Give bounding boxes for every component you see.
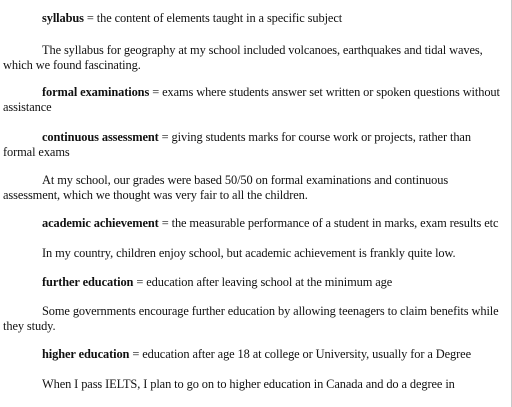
example-line: they study.	[3, 319, 56, 333]
definition-line	[0, 346, 505, 362]
glossary-term: syllabus	[42, 11, 84, 25]
glossary-definition: = the measurable performance of a student in marks, exam results etc	[158, 216, 499, 230]
example-line: When I pass IELTS, I plan to go on to higher education in Canada and do a degree in	[42, 377, 455, 391]
glossary-term: formal examinations	[42, 85, 150, 99]
glossary-term: higher education	[42, 347, 130, 361]
definition-line	[0, 129, 505, 145]
glossary-definition: = education after age 18 at college or University, usually for a Degree	[129, 347, 471, 361]
definition-line	[0, 84, 505, 100]
definition-line	[0, 215, 505, 231]
definition-line	[0, 274, 505, 290]
glossary-term: academic achievement	[42, 216, 159, 230]
example-line: Some governments encourage further education by allowing teenagers to claim benefits while	[42, 304, 499, 318]
glossary-term: continuous assessment	[42, 130, 159, 144]
example-line: At my school, our grades were based 50/50 on formal examinations and continuous	[42, 173, 449, 187]
glossary-term: further education	[42, 275, 134, 289]
example-line: which we found fascinating.	[3, 58, 141, 72]
glossary-definition: = giving students marks for course work or projects, rather than	[158, 130, 471, 144]
definition-continuation: assistance	[3, 100, 52, 114]
definition-line	[0, 10, 505, 26]
definition-continuation: formal exams	[3, 145, 70, 159]
example-line: In my country, children enjoy school, but academic achievement is frankly quite low.	[42, 246, 456, 260]
example-line: The syllabus for geography at my school included volcanoes, earthquakes and tidal waves,	[42, 43, 483, 57]
glossary-definition: = education after leaving school at the minimum age	[133, 275, 393, 289]
glossary-definition: = exams where students answer set written or spoken questions without	[149, 85, 500, 99]
glossary-definition: = the content of elements taught in a specific subject	[83, 11, 343, 25]
example-line: assessment, which we thought was very fair to all the children.	[3, 188, 308, 202]
